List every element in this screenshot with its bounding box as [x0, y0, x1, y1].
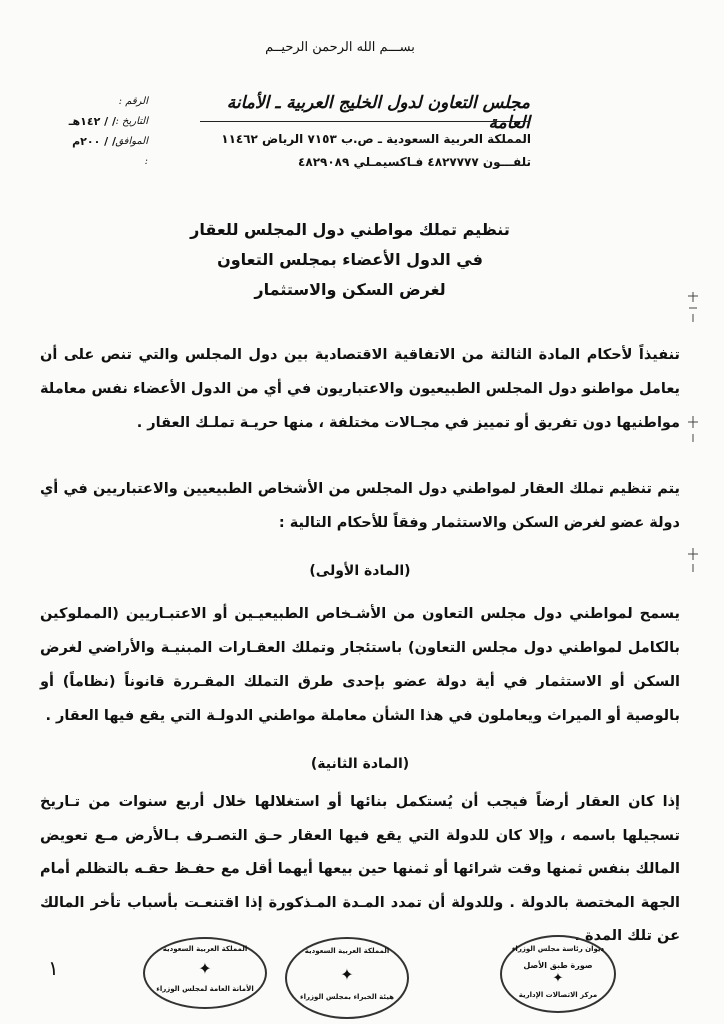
stamp-3-middle-text: صورة طبق الأصل	[523, 961, 593, 970]
intro-paragraph-2: يتم تنظيم تملك العقار لمواطني دول المجلس من الأشخاص الطبيعيين والاعتباريين في أي دولة عضو لغرض السكن والاستثمار وفقاً للأحكام التالية :	[40, 481, 680, 531]
margin-binding-marks	[686, 292, 700, 572]
header-divider	[200, 121, 530, 122]
article-1-text: يسمح لمواطني دول مجلس التعاون من الأشـخاص الطبيعيـين أو الاعتبـاريين (المملوكين بالكامل لمواطني دول مجلس التعاون) باستئجار وتملك العقـارات المبنيـة والأراضي لغرض السكن أو الاستثمار في أية دولة عضو بإحدى طرق التملك المقـررة قانوناً (نظاماً) أو بالوصية أو الميراث ويعاملون في هذا الشأن معاملة مواطني الدولـة التي يقع فيها العقار .	[40, 606, 680, 724]
organization-address: المملكة العربية السعودية ـ ص.ب ٧١٥٣ الرياض ١١٤٦٢	[221, 132, 531, 146]
stamp-3-bottom-text: مركز الاتصالات الإدارية	[518, 991, 598, 999]
article-1-title: (المادة الأولى)	[309, 563, 411, 579]
stamp-2-bottom-text: هيئة الخبراء بمجلس الوزراء	[300, 993, 394, 1001]
organization-phone: تلفـــون ٤٨٢٧٧٧٧ فـاكسيمـلي ٤٨٢٩٠٨٩	[298, 155, 531, 169]
title-line-3: لغرض السكن والاستثمار	[254, 280, 446, 299]
corresponding-label: الموافق :	[115, 136, 148, 167]
date-value: / / ١٤٢هـ	[68, 115, 116, 128]
emblem-icon: ✦	[198, 959, 212, 978]
number-value	[40, 92, 116, 112]
number-label: الرقم :	[118, 96, 148, 107]
stamp-cabinet-secretariat	[143, 937, 267, 1009]
stamp-3-top-text: ديوان رئاسة مجلس الوزراء	[511, 945, 605, 953]
corresponding-value: / / ٢٠٠م	[72, 135, 116, 148]
emblem-icon: ✦	[552, 971, 564, 986]
reference-labels	[115, 92, 148, 172]
title-line-2: في الدول الأعضاء بمجلس التعاون	[217, 250, 483, 269]
article-2-text: إذا كان العقار أرضاً فيجب أن يُستكمل بنائها أو استغلالها خلال أربع سنوات من تـاريخ تسجيلها باسمه ، وإلا كان للدولة التي يقع فيها العقار حـق التصـرف بـالأرض مـع تعويض المالك بنفس ثمنها وقت شرائها أو ثمنها حين بيعها أيهما أقل مع حفـظ حقـه بالتظلم أمام الجهة المختصة بالدولة . وللدولة أن تمدد المـدة المـذكورة إذا اقتنعـت بأسباب تأخر المالك عن تلك المدة .	[40, 794, 680, 944]
document-title	[190, 215, 510, 305]
stamp-experts-commission	[285, 937, 409, 1019]
article-2-title: (المادة الثانية)	[310, 756, 410, 772]
emblem-icon: ✦	[340, 965, 354, 984]
organization-name: مجلس التعاون لدول الخليج العربية ـ الأمانة العامة	[226, 93, 530, 133]
stamp-2-top-text: المملكة العربية السعودية	[304, 947, 390, 955]
intro-paragraph-1: تنفيذاً لأحكام المادة الثالثة من الاتفاقية الاقتصادية بين دول المجلس والتي تنص على أن يعامل مواطنو دول المجلس الطبيعيون والاعتباريون في أي من الدول الأعضاء نفس معاملة مواطنيها دون تفريق أو تمييز في مجـالات مختلفة ، منها حريـة تملـك العقار .	[40, 347, 680, 431]
stamp-certified-copy	[500, 935, 616, 1013]
stamp-1-bottom-text: الأمانة العامة لمجلس الوزراء	[156, 985, 254, 993]
page-number: ١	[48, 956, 59, 980]
stamp-1-top-text: المملكة العربية السعودية	[162, 945, 248, 953]
basmala: بســـم الله الرحمن الرحيــم	[265, 40, 415, 55]
date-label: التاريخ :	[115, 116, 148, 127]
reference-values	[40, 92, 116, 152]
title-line-1: تنظيم تملك مواطني دول المجلس للعقار	[190, 220, 510, 239]
